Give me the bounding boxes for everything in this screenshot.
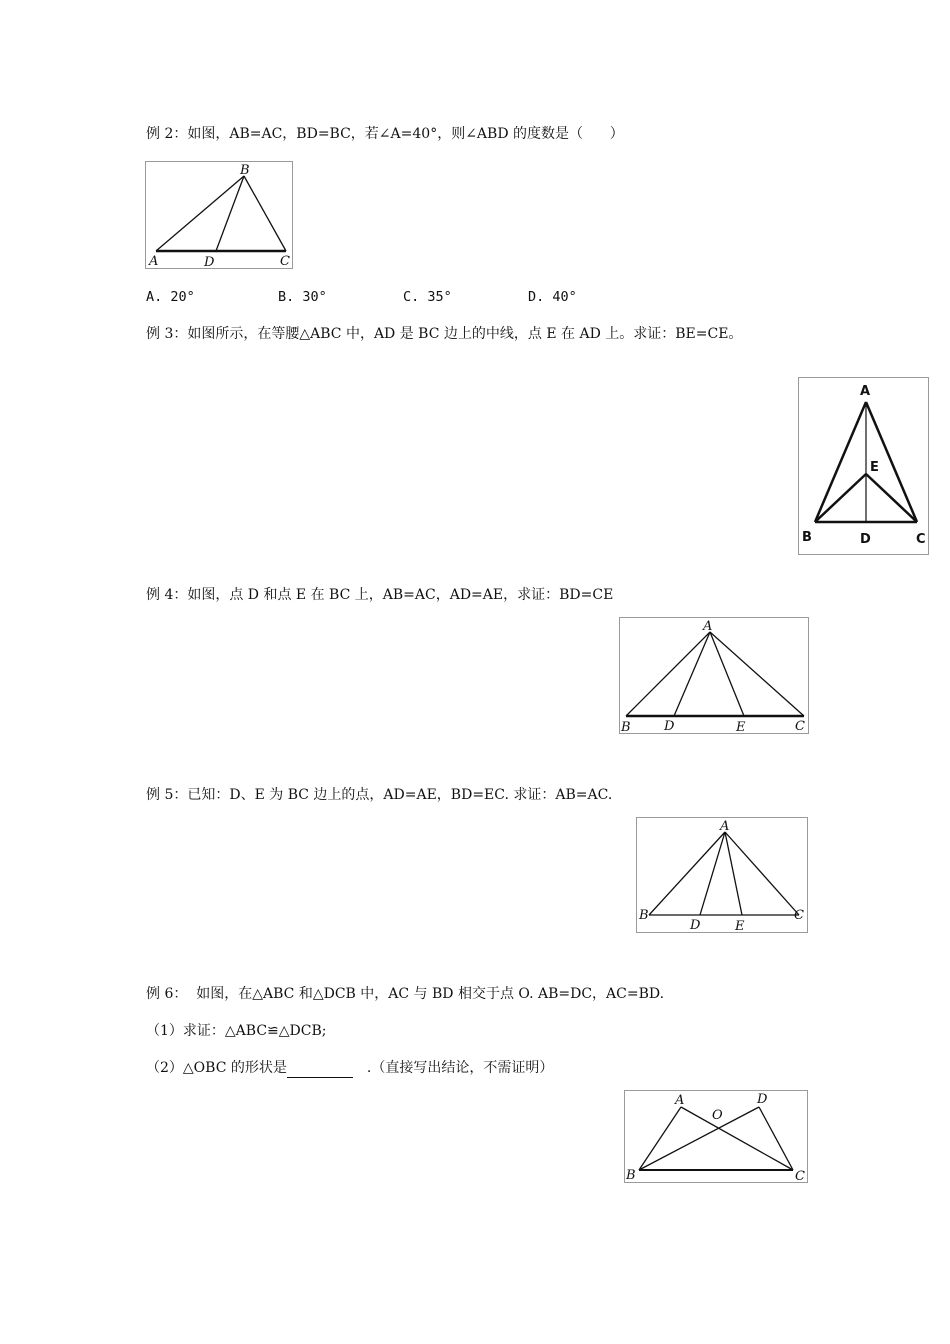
ex3-label-d: D <box>860 532 871 547</box>
ex5-figure <box>636 817 808 933</box>
ex2-option-d: D. 40° <box>528 289 577 305</box>
ex3-question: 例 3：如图所示，在等腰△ABC 中，AD 是 BC 边上的中线，点 E 在 AD 上。求证：BE=CE。 <box>146 326 743 342</box>
ex3-label-e: E <box>870 460 879 475</box>
ex2-option-a: A. 20° <box>146 289 195 305</box>
ex4-question: 例 4：如图，点 D 和点 E 在 BC 上，AB=AC，AD=AE，求证：BD=CE <box>146 587 614 603</box>
ex2-triangle-diagram <box>146 162 292 268</box>
ex5-question: 例 5：已知：D、E 为 BC 边上的点，AD=AE，BD=EC. 求证：AB=AC. <box>146 787 613 803</box>
ex3-triangle-diagram <box>799 378 928 554</box>
ex3-figure <box>798 377 929 555</box>
ex6-question: 例 6： 如图，在△ABC 和△DCB 中，AC 与 BD 相交于点 O. AB=DC，AC=BD. <box>146 986 665 1002</box>
ex4-label-a: A <box>703 619 713 634</box>
ex4-label-c: C <box>795 719 805 733</box>
ex6-part1: （1）求证：△ABC≌△DCB; <box>146 1023 327 1039</box>
ex6-part2-prefix: （2）△OBC 的形状是 <box>146 1060 287 1076</box>
ex5-label-b: B <box>639 908 649 923</box>
ex6-figure <box>624 1090 808 1183</box>
ex2-option-b: B. 30° <box>278 289 327 305</box>
ex6-answer-blank[interactable] <box>287 1063 353 1078</box>
ex5-label-d: D <box>690 918 701 932</box>
ex5-triangle-diagram <box>637 818 807 932</box>
ex4-label-b: B <box>621 720 631 733</box>
ex3-label-a: A <box>860 384 871 399</box>
ex6-quadrilateral-diagram <box>625 1091 807 1182</box>
ex6-label-o: O <box>712 1108 723 1123</box>
ex2-label-d: D <box>204 255 215 268</box>
ex5-label-e: E <box>735 919 745 932</box>
ex4-label-e: E <box>736 720 746 733</box>
ex2-option-c: C. 35° <box>403 289 452 305</box>
ex6-label-b: B <box>626 1168 636 1182</box>
ex6-part2-suffix: .（直接写出结论，不需证明） <box>366 1060 554 1076</box>
ex5-label-a: A <box>720 819 730 834</box>
ex2-label-a: A <box>149 254 159 268</box>
ex2-label-b: B <box>240 163 250 178</box>
ex4-figure <box>619 617 809 734</box>
ex6-label-d: D <box>757 1092 768 1107</box>
ex4-triangle-diagram <box>620 618 808 733</box>
ex2-figure <box>145 161 293 269</box>
ex3-label-b: B <box>802 530 812 545</box>
ex5-label-c: C <box>794 908 804 923</box>
ex3-label-c: C <box>916 532 926 547</box>
ex4-label-d: D <box>664 719 675 733</box>
ex2-label-c: C <box>280 254 290 268</box>
ex6-part2 <box>146 1058 553 1078</box>
ex2-question: 例 2：如图，AB=AC，BD=BC，若∠A=40°，则∠ABD 的度数是（ ） <box>146 126 624 142</box>
ex6-label-a: A <box>675 1093 685 1108</box>
ex6-label-c: C <box>795 1169 805 1182</box>
